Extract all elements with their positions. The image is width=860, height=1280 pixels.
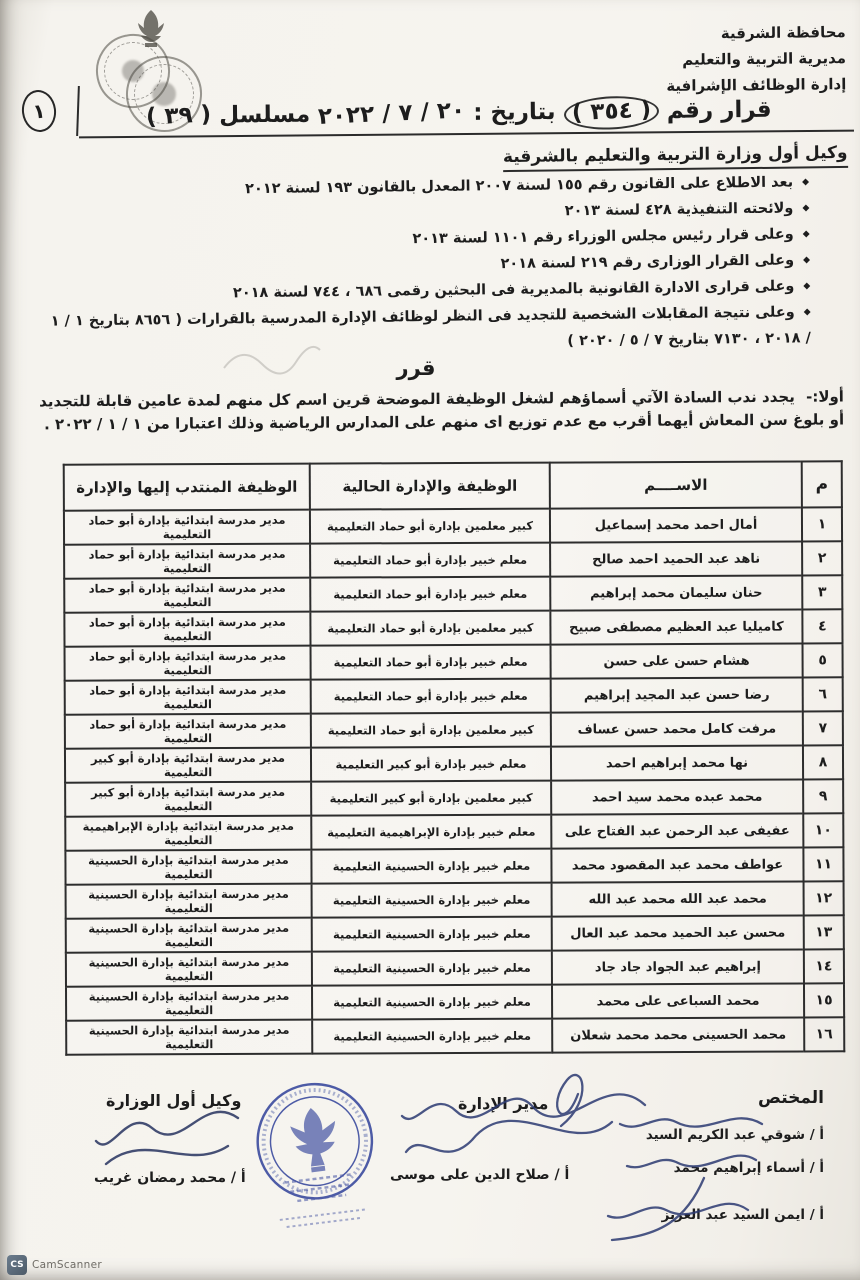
serial-cell: ٥ xyxy=(803,643,843,677)
table-row xyxy=(65,643,843,680)
specialist-title: المختص xyxy=(758,1088,824,1108)
table-row xyxy=(65,779,843,816)
table-header-row xyxy=(64,461,842,510)
undersecretary-signature-scribble xyxy=(106,1146,228,1164)
name-cell: حنان سليمان محمد إبراهيم xyxy=(550,575,802,610)
current-position-cell: معلم خبير بإدارة الحسينية التعليمية xyxy=(311,849,551,884)
table-row xyxy=(64,541,842,578)
assigned-position-cell: مدير مدرسة ابتدائية بإدارة الحسينية التعليمية xyxy=(66,918,312,953)
specialist-name: أ / شوقي عبد الكريم السيد xyxy=(645,1127,824,1143)
decree-title xyxy=(146,95,772,135)
table-row xyxy=(66,1017,844,1054)
page-number-badge xyxy=(20,88,59,134)
camscanner-watermark xyxy=(7,1255,102,1275)
clause-text: يجدد ندب السادة الآتي أسماؤهم لشغل الوظيفة الموضحة قرين اسم كل منهم لمدة عامين قابلة للتجديد أو بلوغ سن المعاش أيهما أقرب مع عدم توزيع اى منهم على المدارس الرياضية وذلك اعتبارا من ١ / ١ / ٢٠٢٢ . xyxy=(39,387,845,434)
current-position-cell: كبير معلمين بإدارة أبو حماد التعليمية xyxy=(310,611,550,646)
serial-cell: ١ xyxy=(802,507,842,541)
assigned-position-cell: مدير مدرسة ابتدائية بإدارة أبو حماد التعليمية xyxy=(65,714,311,749)
camscanner-logo-icon: CS xyxy=(7,1255,27,1275)
assigned-position-cell: مدير مدرسة ابتدائية بإدارة الحسينية التعليمية xyxy=(66,1020,312,1055)
decision-word: قرر xyxy=(396,356,436,380)
assigned-position-cell: مدير مدرسة ابتدائية بإدارة أبو حماد التعليمية xyxy=(64,544,310,579)
preamble-text: وعلى نتيجة المقابلات الشخصية للتجديد فى النظر لوظائف الإدارة المدرسية بالقرارات ( ٨٦٥٦ بتاريخ ١ / ١ / ٢٠١٨ ، ٧١٣٠ بتاريخ ٧ / ٥ / ٢٠٢٠ ) xyxy=(50,304,812,350)
specialist-name: أ / أسماء إبراهيم محمد xyxy=(673,1160,824,1176)
table-row xyxy=(65,711,843,748)
bullet-icon: ◆ xyxy=(802,229,810,240)
bullet-icon: ◆ xyxy=(802,255,811,266)
camscanner-brand: CamScanner xyxy=(32,1259,102,1271)
current-position-cell: معلم خبير بإدارة أبو حماد التعليمية xyxy=(311,679,551,714)
title-word: قرار رقم xyxy=(666,96,773,124)
clause-label: أولا:- xyxy=(806,387,844,406)
name-cell: محمد السباعى على محمد xyxy=(552,983,804,1018)
assigned-position-cell: مدير مدرسة ابتدائية بإدارة أبو كبير التعليمية xyxy=(65,748,311,783)
serial-cell: ١٦ xyxy=(804,1017,844,1051)
preamble-text: ولائحته التنفيذية ٤٢٨ لسنة ٢٠١٣ xyxy=(564,200,794,220)
header-name: الاســــم xyxy=(550,461,802,508)
serial-cell: ٦ xyxy=(803,677,843,711)
serial-cell: ١٠ xyxy=(803,813,843,847)
assigned-position-cell: مدير مدرسة ابتدائية بإدارة أبو حماد التعليمية xyxy=(65,680,311,715)
director-name: أ / صلاح الدين على موسى xyxy=(390,1167,570,1183)
table-row xyxy=(66,915,844,952)
bullet-icon: ◆ xyxy=(802,203,810,214)
serial-cell: ١١ xyxy=(803,847,843,881)
table-body xyxy=(64,507,844,1054)
serial-cell: ٧ xyxy=(803,711,843,745)
serial-cell: ١٢ xyxy=(804,881,844,915)
directorate-name: مديرية التربية والتعليم xyxy=(682,49,847,69)
assigned-position-cell: مدير مدرسة ابتدائية بإدارة أبو حماد التعليمية xyxy=(64,578,310,613)
table-row xyxy=(65,745,843,782)
current-position-cell: معلم خبير بإدارة الحسينية التعليمية xyxy=(312,917,552,952)
director-signature-scribble xyxy=(406,1121,612,1152)
name-cell: هشام حسن على حسن xyxy=(551,643,803,678)
current-position-cell: معلم خبير بإدارة الحسينية التعليمية xyxy=(312,1019,552,1054)
name-cell: محسن عبد الحميد محمد عبد العال xyxy=(552,915,804,950)
serial-cell: ٣ xyxy=(802,575,842,609)
preamble-text: وعلى القرار الوزارى رقم ٢١٩ لسنة ٢٠١٨ xyxy=(500,252,795,273)
bullet-icon: ◆ xyxy=(803,281,811,292)
current-position-cell: معلم خبير بإدارة أبو كبير التعليمية xyxy=(311,747,551,782)
preamble-text: وعلى قرار رئيس مجلس الوزراء رقم ١١٠١ لسنة ٢٠١٣ xyxy=(412,226,794,248)
undersecretary-name: أ / محمد رمضان غريب xyxy=(94,1170,246,1186)
vertical-divider xyxy=(76,86,80,136)
clause-first xyxy=(20,385,844,436)
preamble-list xyxy=(41,169,811,360)
assigned-position-cell: مدير مدرسة ابتدائية بإدارة أبو حماد التعليمية xyxy=(65,646,311,681)
serial-cell: ٢ xyxy=(802,541,842,575)
current-position-cell: معلم خبير بإدارة الحسينية التعليمية xyxy=(312,883,552,918)
serial-cell: ١٥ xyxy=(804,983,844,1017)
table-row xyxy=(64,609,842,646)
name-cell: نها محمد إبراهيم احمد xyxy=(551,745,803,780)
decree-serial: ( ٣٩ ) xyxy=(145,101,213,131)
current-position-cell: كبير معلمين بإدارة أبو حماد التعليمية xyxy=(310,509,550,544)
current-position-cell: معلم خبير بإدارة أبو حماد التعليمية xyxy=(310,543,550,578)
current-position-cell: معلم خبير بإدارة الإبراهيمية التعليمية xyxy=(311,815,551,850)
name-cell: ناهد عبد الحميد احمد صالح xyxy=(550,541,802,576)
issuing-authority: وكيل أول وزارة التربية والتعليم بالشرقية xyxy=(503,143,848,172)
title-dated-word: بتاريخ : xyxy=(473,98,557,126)
table-row xyxy=(64,575,842,612)
current-position-cell: معلم خبير بإدارة أبو حماد التعليمية xyxy=(310,577,550,612)
table-row xyxy=(66,881,844,918)
assigned-position-cell: مدير مدرسة ابتدائية بإدارة الحسينية التعليمية xyxy=(65,850,311,885)
current-position-cell: كبير معلمين بإدارة أبو حماد التعليمية xyxy=(311,713,551,748)
current-position-cell: معلم خبير بإدارة الحسينية التعليمية xyxy=(312,985,552,1020)
title-serial-word: مسلسل xyxy=(219,101,311,129)
current-position-cell: كبير معلمين بإدارة أبو كبير التعليمية xyxy=(311,781,551,816)
director-signature-scribble xyxy=(557,1075,582,1126)
assigned-position-cell: مدير مدرسة ابتدائية بإدارة أبو كبير التعليمية xyxy=(65,782,311,817)
decree-number: ( ٣٥٤ ) xyxy=(563,94,660,131)
serial-cell: ٤ xyxy=(802,609,842,643)
serial-cell: ١٤ xyxy=(804,949,844,983)
preamble-item xyxy=(43,299,812,360)
name-cell: محمد عبده محمد سيد احمد xyxy=(551,779,803,814)
director-title: مدير الإدارة xyxy=(458,1094,549,1113)
assigned-position-cell: مدير مدرسة ابتدائية بإدارة الحسينية التعليمية xyxy=(66,952,312,987)
name-cell: عواطف محمد عبد المقصود محمد xyxy=(551,847,803,882)
name-cell: مرفت كامل محمد حسن عساف xyxy=(551,711,803,746)
assigned-position-cell: مدير مدرسة ابتدائية بإدارة الحسينية التعليمية xyxy=(66,884,312,919)
page-number: ١ xyxy=(31,98,47,124)
current-position-cell: معلم خبير بإدارة الحسينية التعليمية xyxy=(312,951,552,986)
table-row xyxy=(66,949,844,986)
table-row xyxy=(64,507,842,544)
assigned-position-cell: مدير مدرسة ابتدائية بإدارة أبو حماد التعليمية xyxy=(64,510,310,545)
preamble-text: وعلى قرارى الادارة القانونية بالمديرية فى البحثين رقمى ٦٨٦ ، ٧٤٤ لسنة ٢٠١٨ xyxy=(232,278,795,302)
name-cell: كاميليا عبد العظيم مصطفى صبيح xyxy=(550,609,802,644)
serial-cell: ١٣ xyxy=(804,915,844,949)
table-row xyxy=(65,813,843,850)
assignment-table xyxy=(63,460,846,1055)
name-cell: أمال احمد محمد إسماعيل xyxy=(550,507,802,542)
name-cell: عفيفى عبد الرحمن عبد الفتاح على xyxy=(551,813,803,848)
header-assigned-position: الوظيفة المنتدب إليها والإدارة xyxy=(64,464,310,511)
decree-date: ٢٠ / ٧ / ٢٠٢٢ xyxy=(317,97,467,131)
undersecretary-title: وكيل أول الوزارة xyxy=(106,1091,242,1110)
assigned-position-cell: مدير مدرسة ابتدائية بإدارة أبو حماد التعليمية xyxy=(64,612,310,647)
name-cell: إبراهيم عبد الجواد جاد جاد xyxy=(552,949,804,984)
name-cell: محمد عبد الله محمد عبد الله xyxy=(552,881,804,916)
current-position-cell: معلم خبير بإدارة أبو حماد التعليمية xyxy=(311,645,551,680)
serial-cell: ٩ xyxy=(803,779,843,813)
table-row xyxy=(66,983,844,1020)
table-row xyxy=(65,677,843,714)
serial-cell: ٨ xyxy=(803,745,843,779)
administration-name: إدارة الوظائف الإشرافية xyxy=(666,75,847,95)
undersecretary-signature-scribble xyxy=(96,1112,238,1145)
letterhead xyxy=(666,19,847,99)
bullet-icon: ◆ xyxy=(802,177,810,188)
specialist-name: أ / ايمن السيد عبد العزيز xyxy=(661,1207,824,1223)
bullet-icon: ◆ xyxy=(803,307,811,318)
governorate-name: محافظة الشرقية xyxy=(720,23,846,43)
official-seal-stamp-icon xyxy=(243,1065,389,1237)
assigned-position-cell: مدير مدرسة ابتدائية بإدارة الحسينية التعليمية xyxy=(66,986,312,1021)
header-serial: م xyxy=(802,461,842,507)
name-cell: محمد الحسينى محمد محمد شعلان xyxy=(552,1017,804,1052)
assigned-position-cell: مدير مدرسة ابتدائية بإدارة الإبراهيمية التعليمية xyxy=(65,816,311,851)
table-row xyxy=(65,847,843,884)
name-cell: رضا حسن عبد المجيد إبراهيم xyxy=(551,677,803,712)
specialist-signature-scribble xyxy=(620,1118,762,1126)
header-current-position: الوظيفة والإدارة الحالية xyxy=(310,463,550,510)
preamble-text: بعد الاطلاع على القانون رقم ١٥٥ لسنة ٢٠٠٧ المعدل بالقانون ١٩٣ لسنة ٢٠١٢ xyxy=(245,174,794,198)
